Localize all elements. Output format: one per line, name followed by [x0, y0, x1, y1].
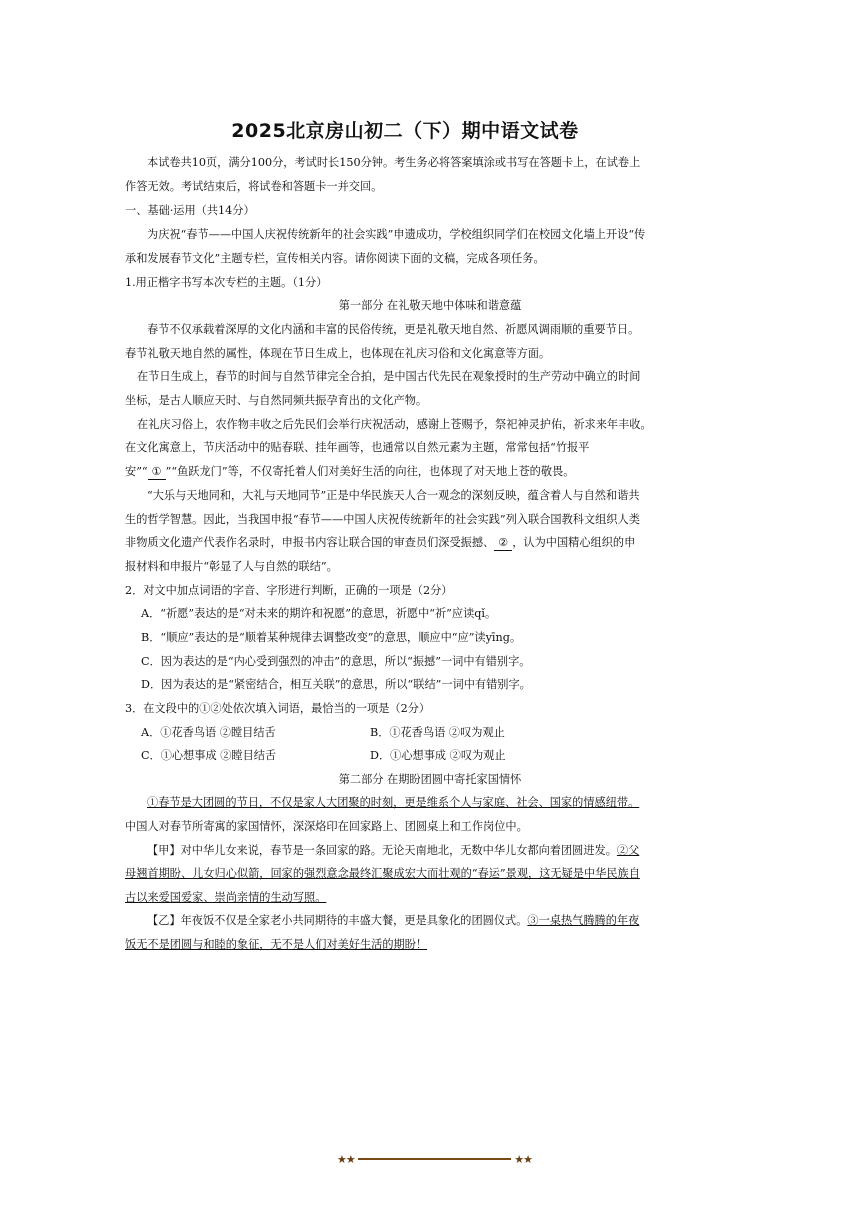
part2-yi-line: [147, 914, 639, 928]
part1-line: 春节不仅承载着深厚的文化内涵和丰富的民俗传统，更是礼敬天地自然、祈愿风调雨顺的重要节日。: [147, 323, 640, 336]
text-segment: 【乙】年夜饭不仅是全家老小共同期待的丰盛大餐，更是具象化的团圆仪式。: [147, 914, 528, 927]
question-2-option-d: D．因为表达的是“紧密结合，相互关联”的意思，所以“联结”一词中有错别字。: [141, 678, 531, 691]
blank-2: ②: [494, 536, 512, 551]
text-segment: ”“鱼跃龙门”等，不仅寄托着人们对美好生活的向往，也体现了对天地上苍的敬畏。: [165, 465, 575, 478]
question-2-stem: 2．对文中加点词语的字音、字形进行判断，正确的一项是（2分）: [125, 584, 453, 597]
question-3-option-b: B．①花香鸟语 ②叹为观止: [370, 726, 505, 739]
underlined-sentence-3-end: 饭无不是团圆与和睦的象征，无不是人们对美好生活的期盼！: [125, 938, 428, 951]
divider: [358, 1158, 512, 1160]
underlined-sentence-3: ③一桌热气腾腾的年夜: [527, 914, 640, 927]
intro-line-1: 本试卷共10页，满分100分，考试时长150分钟。考生务必将答案填涂或书写在答题卡上，在试卷上: [147, 156, 641, 169]
question-2-option-b: B．“顺应”表达的是“顺着某种规律去调整改变”的意思，顺应中“应”读yīng。: [141, 631, 522, 644]
section-heading: 一、基础·运用（共14分）: [125, 204, 255, 217]
underlined-sentence-2-cont: 母翘首期盼、儿女归心似箭，回家的强烈意念最终汇聚成宏大而壮观的“春运”景观，这无疑是中华民族自: [125, 867, 640, 880]
part2-jia-line: [147, 844, 639, 858]
part1-line: “大乐与天地同和，大礼与天地同节”正是中华民族天人合一观念的深刻反映，蕴含着人与自然和谐共: [147, 489, 640, 502]
underlined-sentence-2: ②父: [616, 844, 640, 857]
background-line-1: 为庆祝“春节——中国人庆祝传统新年的社会实践”申遗成功，学校组织同学们在校园文化墙上开设“传: [147, 228, 646, 241]
part2-underlined-sentence-1: ①春节是大团圆的节日，不仅是家人大团聚的时刻，更是维系个人与家庭、社会、国家的情感纽带。: [147, 796, 640, 809]
question-3-option-a: A．①花香鸟语 ②瞠目结舌: [141, 726, 276, 739]
part1-line: 在文化寓意上，节庆活动中的贴春联、挂年画等，也通常以自然元素为主题，常常包括“竹报平: [125, 441, 590, 454]
part2-heading: 第二部分 在期盼团圆中寄托家国情怀: [338, 773, 522, 786]
part1-line-with-blank: [125, 536, 635, 551]
blank-1: ①: [148, 465, 166, 480]
part1-line-with-blank: [125, 465, 574, 480]
text-segment: 【甲】对中华儿女来说，春节是一条回家的路。无论天南地北，无数中华儿女都向着团圆进发。: [147, 844, 617, 857]
question-1: 1.用正楷字书写本次专栏的主题。（1分）: [125, 276, 328, 289]
question-2-option-c: C．因为表达的是“内心受到强烈的冲击”的意思，所以“振撼”一词中有错别字。: [141, 655, 531, 668]
part1-line: 生的哲学智慧。因此，当我国申报“春节——中国人庆祝传统新年的社会实践”列入联合国教科文组织人类: [125, 513, 640, 526]
part1-line: 坐标，是古人顺应天时、与自然同频共振孕育出的文化产物。: [125, 394, 428, 407]
intro-line-2: 作答无效。考试结束后，将试卷和答题卡一并交回。: [125, 180, 383, 193]
part1-line: 在节日生成上，春节的时间与自然节律完全合拍，是中国古代先民在观象授时的生产劳动中确立的时间: [137, 370, 641, 383]
question-3-option-c: C．①心想事成 ②瞠目结舌: [141, 749, 277, 762]
question-2-option-a: A．“祈愿”表达的是“对未来的期许和祝愿”的意思，祈愿中“祈”应读qǐ。: [141, 607, 497, 620]
text-segment: 非物质文化遗产代表作名录时，申报书内容让联合国的审查员们深受振撼、: [125, 536, 495, 549]
star-icon: ★★: [337, 1152, 355, 1166]
text-segment: 安”“: [125, 465, 148, 478]
footer-ornament: [337, 1152, 532, 1166]
part1-line: 在礼庆习俗上，农作物丰收之后先民们会举行庆祝活动，感谢上苍赐予，祭祀神灵护佑，祈求来年丰收。: [137, 418, 652, 431]
question-3-stem: 3．在文段中的①②处依次填入词语，最恰当的一项是（2分）: [125, 702, 431, 715]
part1-line: 报材料和申报片“彰显了人与自然的联结”。: [125, 560, 338, 573]
background-line-2: 承和发展春节文化”主题专栏，宣传相关内容。请你阅读下面的文稿，完成各项任务。: [125, 252, 545, 265]
part1-heading: 第一部分 在礼敬天地中体味和谐意蕴: [338, 299, 522, 312]
page-title: 2025北京房山初二（下）期中语文试卷: [231, 120, 579, 142]
part2-line: 中国人对春节所寄寓的家国情怀，深深烙印在回家路上、团圆桌上和工作岗位中。: [125, 820, 528, 833]
text-segment: ，认为中国精心组织的申: [512, 536, 636, 549]
underlined-sentence-2-end: 古以来爱国爱家、崇尚亲情的生动写照。: [125, 891, 327, 904]
star-icon: ★★: [514, 1152, 532, 1166]
question-3-option-d: D．①心想事成 ②叹为观止: [370, 749, 506, 762]
part1-line: 春节礼敬天地自然的属性，体现在节日生成上，也体现在礼庆习俗和文化寓意等方面。: [125, 347, 551, 360]
